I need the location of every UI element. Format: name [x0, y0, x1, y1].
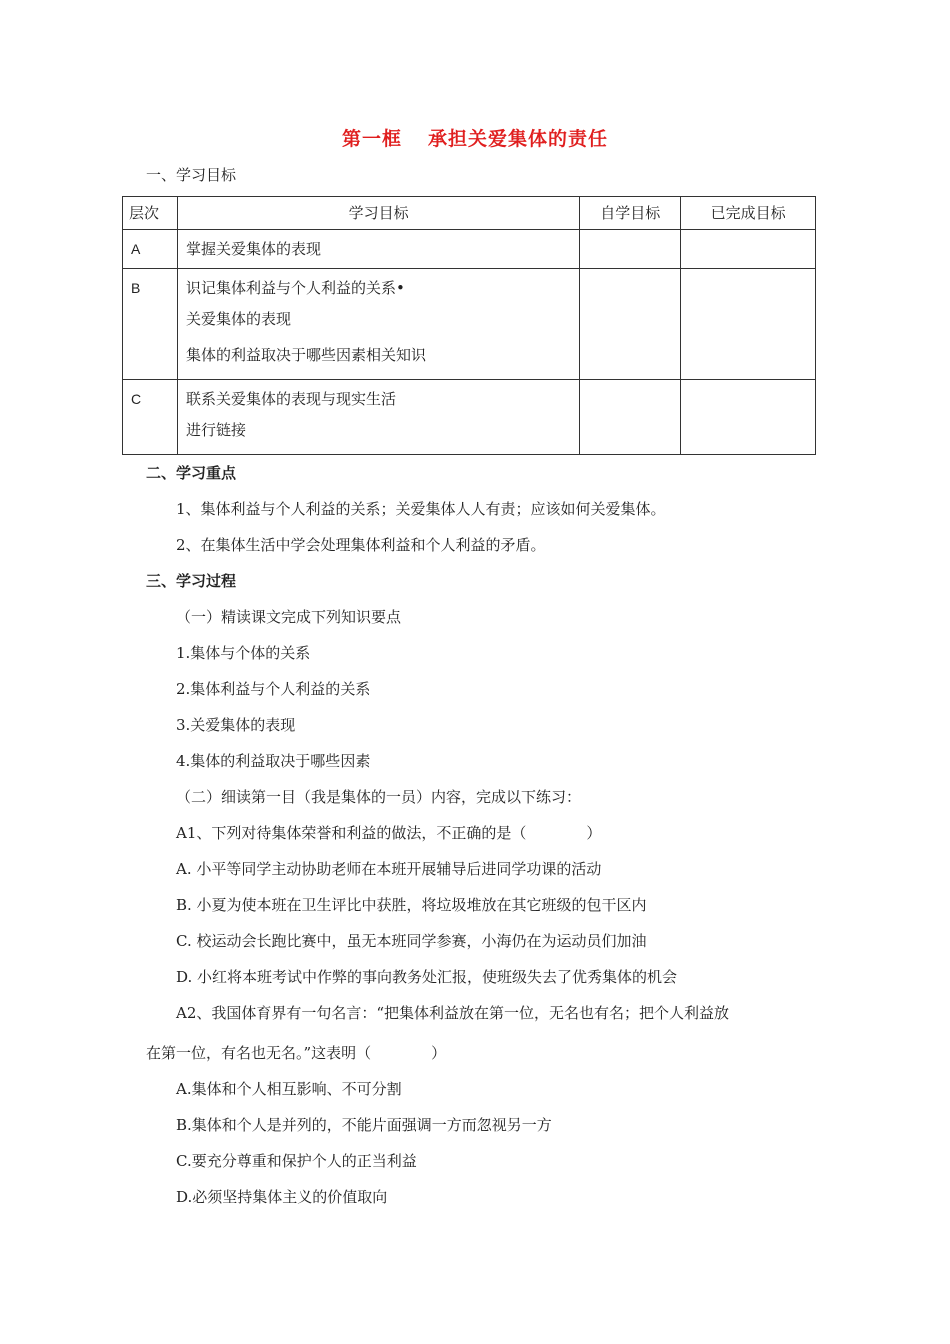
- table-row: [123, 230, 816, 269]
- goal-text: 进行链接: [185, 421, 246, 439]
- goals-table: [122, 196, 816, 455]
- question-a2-stem-line1: A2、我国体育界有一句名言：“把集体利益放在第一位，无名也有名；把个人利益放: [176, 1004, 730, 1022]
- question-a1-option: C. 校运动会长跑比赛中，虽无本班同学参赛，小海仍在为运动员们加油: [176, 932, 647, 950]
- section-learning-focus: 二、学习重点: [146, 464, 237, 482]
- completed-cell: [681, 269, 816, 380]
- focus-item: 1、集体利益与个人利益的关系；关爱集体人人有责；应该如何关爱集体。: [176, 500, 666, 518]
- self-study-cell: [580, 269, 681, 380]
- question-a1-option: D. 小红将本班考试中作弊的事向教务处汇报，使班级失去了优秀集体的机会: [176, 968, 678, 986]
- title-part2: 承担关爱集体的责任: [428, 128, 609, 150]
- row-goals: [177, 380, 579, 455]
- question-a2-option: D.必须坚持集体主义的价值取向: [176, 1188, 388, 1206]
- question-a1-stem: A1、下列对待集体荣誉和利益的做法，不正确的是（ ）: [176, 824, 602, 842]
- self-study-cell: [580, 380, 681, 455]
- row-goals: [177, 269, 579, 380]
- goals-table-header: [123, 197, 816, 230]
- part1-heading: （一）精读课文完成下列知识要点: [176, 608, 402, 626]
- question-a2-stem-line2: 在第一位，有名也无名。”这表明（ ）: [146, 1044, 447, 1062]
- goal-text: 联系关爱集体的表现与现实生活: [185, 390, 396, 408]
- row-level: C: [123, 380, 178, 455]
- header-self-study: 自学目标: [580, 197, 681, 230]
- completed-cell: [681, 230, 816, 269]
- row-level: B: [123, 269, 178, 380]
- section-learning-process: 三、学习过程: [146, 572, 237, 590]
- question-a2-option: B.集体和个人是并列的，不能片面强调一方而忽视另一方: [176, 1116, 552, 1134]
- goal-text: 集体的利益取决于哪些因素相关知识: [185, 346, 426, 364]
- knowledge-point: 3.关爱集体的表现: [176, 716, 296, 734]
- table-row: [123, 380, 816, 455]
- header-level: 层次: [123, 197, 178, 230]
- row-level: A: [123, 230, 178, 269]
- row-goals: [177, 230, 579, 269]
- title-part1: 第一框: [341, 128, 402, 150]
- focus-item: 2、在集体生活中学会处理集体利益和个人利益的矛盾。: [176, 536, 546, 554]
- goal-text: 关爱集体的表现: [185, 310, 291, 328]
- question-a1-option: A. 小平等同学主动协助老师在本班开展辅导后进同学功课的活动: [176, 860, 602, 878]
- question-a2-option: C.要充分尊重和保护个人的正当利益: [176, 1152, 417, 1170]
- goal-text: 掌握关爱集体的表现: [185, 240, 321, 258]
- completed-cell: [681, 380, 816, 455]
- goal-text: 识记集体利益与个人利益的关系•: [185, 279, 405, 297]
- question-a1-option: B. 小夏为使本班在卫生评比中获胜，将垃圾堆放在其它班级的包干区内: [176, 896, 647, 914]
- page-title: [0, 124, 950, 151]
- question-a2-option: A.集体和个人相互影响、不可分割: [176, 1080, 402, 1098]
- header-goal: 学习目标: [177, 197, 579, 230]
- section-learning-goals: 一、学习目标: [146, 166, 237, 184]
- table-row: [123, 269, 816, 380]
- knowledge-point: 1.集体与个体的关系: [176, 644, 311, 662]
- part2-heading: （二）细读第一目（我是集体的一员）内容，完成以下练习：: [176, 788, 582, 806]
- self-study-cell: [580, 230, 681, 269]
- header-completed: 已完成目标: [681, 197, 816, 230]
- knowledge-point: 2.集体利益与个人利益的关系: [176, 680, 371, 698]
- knowledge-point: 4.集体的利益取决于哪些因素: [176, 752, 371, 770]
